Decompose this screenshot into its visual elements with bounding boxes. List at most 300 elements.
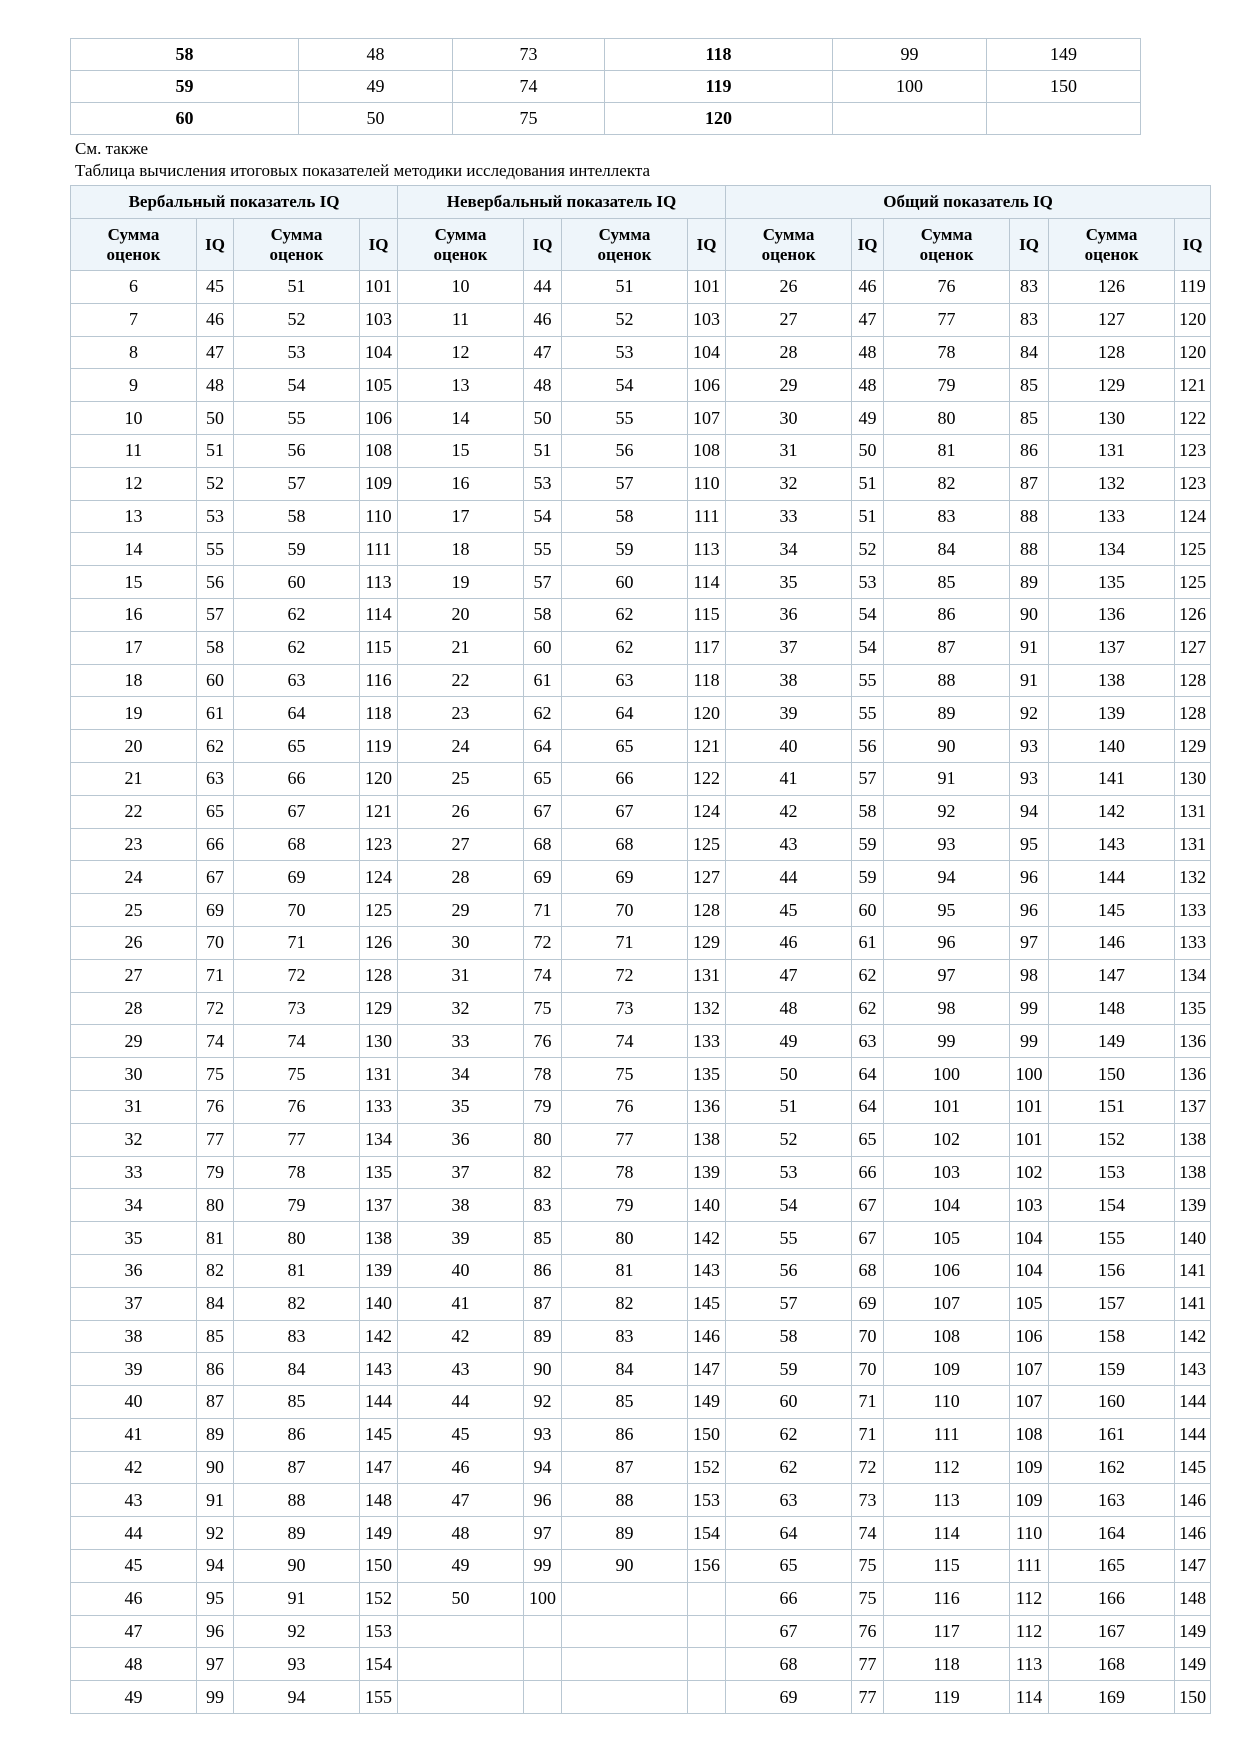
table-cell: 71 xyxy=(852,1386,884,1419)
table-cell: 28 xyxy=(71,992,197,1025)
table-cell: 164 xyxy=(1049,1517,1175,1550)
table-cell: 56 xyxy=(562,434,688,467)
table-cell: 50 xyxy=(299,103,453,135)
table-cell: 152 xyxy=(360,1582,398,1615)
table-cell: 94 xyxy=(197,1550,234,1583)
table-cell: 104 xyxy=(360,336,398,369)
table-cell: 87 xyxy=(197,1386,234,1419)
table-cell: 65 xyxy=(234,730,360,763)
table-cell: 166 xyxy=(1049,1582,1175,1615)
table-row xyxy=(71,598,1211,631)
table-cell: 149 xyxy=(1049,1025,1175,1058)
table-cell: 87 xyxy=(1010,467,1049,500)
table-cell: 26 xyxy=(71,926,197,959)
table-cell: 62 xyxy=(726,1451,852,1484)
table-cell: 84 xyxy=(1010,336,1049,369)
table-row xyxy=(71,271,1211,304)
table-cell: 128 xyxy=(1175,664,1211,697)
table-cell: 75 xyxy=(852,1550,884,1583)
table-cell: 148 xyxy=(360,1484,398,1517)
table-cell: 147 xyxy=(360,1451,398,1484)
table-cell: 69 xyxy=(726,1681,852,1714)
table-row xyxy=(71,1123,1211,1156)
table-cell: 149 xyxy=(1175,1648,1211,1681)
table-cell: 29 xyxy=(726,369,852,402)
table-cell: 118 xyxy=(688,664,726,697)
table-cell: 72 xyxy=(562,959,688,992)
table-cell: 43 xyxy=(726,828,852,861)
sum-label-line2: оценок xyxy=(1084,244,1139,264)
table-cell: 134 xyxy=(360,1123,398,1156)
sum-label-line2: оценок xyxy=(269,244,324,264)
table-cell: 23 xyxy=(71,828,197,861)
table-cell: 88 xyxy=(1010,533,1049,566)
table-cell: 144 xyxy=(360,1386,398,1419)
table-cell: 81 xyxy=(234,1254,360,1287)
table-cell: 71 xyxy=(234,926,360,959)
table-cell: 154 xyxy=(360,1648,398,1681)
table-cell: 90 xyxy=(524,1353,562,1386)
table-row xyxy=(71,1287,1211,1320)
sum-label-line1: Сумма xyxy=(434,224,487,244)
table-cell: 51 xyxy=(852,500,884,533)
table-cell: 49 xyxy=(398,1550,524,1583)
table-cell: 76 xyxy=(852,1615,884,1648)
table-cell: 84 xyxy=(197,1287,234,1320)
table-cell: 90 xyxy=(234,1550,360,1583)
sum-label-line1: Сумма xyxy=(762,224,815,244)
table-cell: 49 xyxy=(852,402,884,435)
table-row xyxy=(71,959,1211,992)
table-cell: 55 xyxy=(562,402,688,435)
table-cell: 70 xyxy=(197,926,234,959)
table-cell xyxy=(688,1582,726,1615)
table-cell: 103 xyxy=(360,303,398,336)
table-cell: 81 xyxy=(562,1254,688,1287)
table-cell: 94 xyxy=(884,861,1010,894)
table-cell: 130 xyxy=(1049,402,1175,435)
table-cell: 67 xyxy=(726,1615,852,1648)
table-cell: 99 xyxy=(197,1681,234,1714)
table-cell: 120 xyxy=(1175,303,1211,336)
table-cell: 67 xyxy=(197,861,234,894)
table-cell: 113 xyxy=(360,566,398,599)
sum-of-scores-header xyxy=(71,219,197,271)
table-row xyxy=(71,103,1141,135)
sum-label-line2: оценок xyxy=(433,244,488,264)
table-cell: 105 xyxy=(360,369,398,402)
table-cell: 101 xyxy=(360,271,398,304)
table-cell: 108 xyxy=(1010,1418,1049,1451)
table-cell: 124 xyxy=(1175,500,1211,533)
table-cell: 151 xyxy=(1049,1090,1175,1123)
table-cell: 103 xyxy=(884,1156,1010,1189)
table-cell: 67 xyxy=(234,795,360,828)
table-cell: 101 xyxy=(1010,1123,1049,1156)
table-cell: 19 xyxy=(71,697,197,730)
see-also-text: См. также xyxy=(75,139,149,158)
table-cell: 110 xyxy=(688,467,726,500)
table-cell: 28 xyxy=(726,336,852,369)
table-cell: 79 xyxy=(562,1189,688,1222)
table-cell: 19 xyxy=(398,566,524,599)
table-cell: 50 xyxy=(726,1058,852,1091)
table-cell: 94 xyxy=(524,1451,562,1484)
table-cell: 35 xyxy=(726,566,852,599)
table-cell: 50 xyxy=(197,402,234,435)
table-cell: 87 xyxy=(234,1451,360,1484)
table-cell: 82 xyxy=(234,1287,360,1320)
top-table xyxy=(70,38,1141,135)
table-cell: 90 xyxy=(562,1550,688,1583)
table-row xyxy=(71,1320,1211,1353)
table-cell: 93 xyxy=(1010,730,1049,763)
table-cell: 34 xyxy=(398,1058,524,1091)
table-cell: 53 xyxy=(726,1156,852,1189)
table-cell: 90 xyxy=(197,1451,234,1484)
sum-label-line1: Сумма xyxy=(107,224,160,244)
table-cell: 45 xyxy=(197,271,234,304)
table-cell: 81 xyxy=(884,434,1010,467)
table-cell: 58 xyxy=(524,598,562,631)
table-cell: 125 xyxy=(360,894,398,927)
sum-label-line2: оценок xyxy=(597,244,652,264)
table-cell xyxy=(562,1648,688,1681)
table-row xyxy=(71,1090,1211,1123)
table-cell: 123 xyxy=(360,828,398,861)
table-cell: 28 xyxy=(398,861,524,894)
table-cell: 131 xyxy=(688,959,726,992)
table-row xyxy=(71,730,1211,763)
table-cell: 92 xyxy=(234,1615,360,1648)
table-cell: 52 xyxy=(852,533,884,566)
table-cell: 47 xyxy=(726,959,852,992)
table-cell: 137 xyxy=(1049,631,1175,664)
table-row xyxy=(71,1451,1211,1484)
table-cell: 86 xyxy=(234,1418,360,1451)
table-cell: 34 xyxy=(71,1189,197,1222)
table-cell: 107 xyxy=(1010,1353,1049,1386)
table-cell: 101 xyxy=(1010,1090,1049,1123)
table-cell: 83 xyxy=(524,1189,562,1222)
table-cell: 120 xyxy=(688,697,726,730)
table-cell: 54 xyxy=(726,1189,852,1222)
table-cell: 108 xyxy=(688,434,726,467)
table-cell: 133 xyxy=(1175,926,1211,959)
table-cell: 65 xyxy=(852,1123,884,1156)
table-cell: 98 xyxy=(1010,959,1049,992)
table-cell: 150 xyxy=(360,1550,398,1583)
table-cell: 15 xyxy=(71,566,197,599)
table-cell: 33 xyxy=(726,500,852,533)
table-cell: 150 xyxy=(1175,1681,1211,1714)
table-cell: 99 xyxy=(1010,1025,1049,1058)
table-cell: 38 xyxy=(398,1189,524,1222)
table-cell: 91 xyxy=(197,1484,234,1517)
table-cell: 65 xyxy=(562,730,688,763)
table-cell: 101 xyxy=(884,1090,1010,1123)
table-cell: 108 xyxy=(360,434,398,467)
table-cell: 17 xyxy=(398,500,524,533)
table-cell: 81 xyxy=(197,1222,234,1255)
table-cell: 64 xyxy=(726,1517,852,1550)
table-cell: 140 xyxy=(1175,1222,1211,1255)
table-cell: 58 xyxy=(71,39,299,71)
table-row xyxy=(71,402,1211,435)
table-cell: 66 xyxy=(852,1156,884,1189)
table-cell: 97 xyxy=(197,1648,234,1681)
table-row xyxy=(71,828,1211,861)
table-cell: 68 xyxy=(852,1254,884,1287)
table-cell: 137 xyxy=(1175,1090,1211,1123)
table-cell: 6 xyxy=(71,271,197,304)
table-cell: 46 xyxy=(726,926,852,959)
table-cell: 117 xyxy=(884,1615,1010,1648)
table-cell: 74 xyxy=(197,1025,234,1058)
table-cell: 67 xyxy=(852,1189,884,1222)
table-cell: 57 xyxy=(524,566,562,599)
table-cell: 47 xyxy=(197,336,234,369)
table-cell: 56 xyxy=(726,1254,852,1287)
table-cell: 42 xyxy=(71,1451,197,1484)
table-cell: 138 xyxy=(1049,664,1175,697)
table-cell: 14 xyxy=(71,533,197,566)
table-cell: 83 xyxy=(1010,271,1049,304)
table-cell: 8 xyxy=(71,336,197,369)
sum-of-scores-header xyxy=(1049,219,1175,271)
table-cell: 130 xyxy=(360,1025,398,1058)
table-cell: 100 xyxy=(524,1582,562,1615)
table-cell: 24 xyxy=(398,730,524,763)
table-cell: 69 xyxy=(562,861,688,894)
table-cell: 120 xyxy=(360,762,398,795)
table-row xyxy=(71,697,1211,730)
table-cell: 119 xyxy=(884,1681,1010,1714)
table-cell: 107 xyxy=(1010,1386,1049,1419)
table-cell: 127 xyxy=(688,861,726,894)
table-cell xyxy=(688,1681,726,1714)
table-cell: 116 xyxy=(884,1582,1010,1615)
table-cell: 42 xyxy=(726,795,852,828)
table-cell: 106 xyxy=(360,402,398,435)
table-cell: 104 xyxy=(884,1189,1010,1222)
table-cell: 143 xyxy=(360,1353,398,1386)
table-cell: 97 xyxy=(524,1517,562,1550)
table-cell: 96 xyxy=(1010,894,1049,927)
table-cell: 131 xyxy=(1049,434,1175,467)
table-cell: 52 xyxy=(197,467,234,500)
table-cell: 86 xyxy=(1010,434,1049,467)
sum-of-scores-header xyxy=(562,219,688,271)
table-cell: 133 xyxy=(1049,500,1175,533)
table-cell: 77 xyxy=(884,303,1010,336)
table-cell: 60 xyxy=(726,1386,852,1419)
table-cell: 64 xyxy=(562,697,688,730)
table-cell: 111 xyxy=(1010,1550,1049,1583)
table-cell: 40 xyxy=(71,1386,197,1419)
table-cell: 76 xyxy=(562,1090,688,1123)
table-cell: 41 xyxy=(71,1418,197,1451)
table-cell: 127 xyxy=(1049,303,1175,336)
table-cell: 47 xyxy=(524,336,562,369)
table-cell: 112 xyxy=(1010,1615,1049,1648)
table-cell: 62 xyxy=(726,1418,852,1451)
table-cell: 79 xyxy=(197,1156,234,1189)
table-cell xyxy=(524,1615,562,1648)
table-cell: 89 xyxy=(562,1517,688,1550)
table-cell: 60 xyxy=(71,103,299,135)
table-cell xyxy=(398,1681,524,1714)
table-cell: 14 xyxy=(398,402,524,435)
table-cell: 63 xyxy=(234,664,360,697)
table-cell: 75 xyxy=(234,1058,360,1091)
table-cell: 85 xyxy=(234,1386,360,1419)
table-cell: 128 xyxy=(688,894,726,927)
table-cell: 52 xyxy=(726,1123,852,1156)
table-cell: 140 xyxy=(360,1287,398,1320)
table-cell: 114 xyxy=(884,1517,1010,1550)
table-row xyxy=(71,992,1211,1025)
iq-header: IQ xyxy=(197,219,234,271)
table-cell: 93 xyxy=(1010,762,1049,795)
table-cell: 134 xyxy=(1175,959,1211,992)
table-cell: 31 xyxy=(398,959,524,992)
table-cell: 106 xyxy=(884,1254,1010,1287)
table-row xyxy=(71,71,1141,103)
table-cell: 129 xyxy=(360,992,398,1025)
table-cell: 123 xyxy=(1175,467,1211,500)
sum-label-line2: оценок xyxy=(106,244,161,264)
table-cell: 103 xyxy=(688,303,726,336)
table-cell: 12 xyxy=(398,336,524,369)
sum-label-line1: Сумма xyxy=(598,224,651,244)
table-cell: 106 xyxy=(1010,1320,1049,1353)
nonverbal-iq-header: Невербальный показатель IQ xyxy=(398,186,726,219)
table-cell: 45 xyxy=(71,1550,197,1583)
table-cell: 68 xyxy=(726,1648,852,1681)
table-cell: 55 xyxy=(197,533,234,566)
table-cell: 44 xyxy=(726,861,852,894)
table-cell: 53 xyxy=(524,467,562,500)
table-cell: 74 xyxy=(562,1025,688,1058)
table-cell: 41 xyxy=(726,762,852,795)
table-cell: 46 xyxy=(398,1451,524,1484)
table-cell: 29 xyxy=(71,1025,197,1058)
table-cell: 93 xyxy=(234,1648,360,1681)
table-cell: 102 xyxy=(1010,1156,1049,1189)
table-cell: 51 xyxy=(726,1090,852,1123)
table-cell: 105 xyxy=(884,1222,1010,1255)
table-cell: 108 xyxy=(884,1320,1010,1353)
table-cell: 62 xyxy=(197,730,234,763)
table-cell: 146 xyxy=(1049,926,1175,959)
table-cell: 143 xyxy=(1049,828,1175,861)
table-cell: 92 xyxy=(197,1517,234,1550)
table-row xyxy=(71,434,1211,467)
table-cell: 167 xyxy=(1049,1615,1175,1648)
table-cell: 155 xyxy=(1049,1222,1175,1255)
table-cell: 61 xyxy=(852,926,884,959)
table-cell: 90 xyxy=(1010,598,1049,631)
table-cell: 65 xyxy=(197,795,234,828)
table-cell: 42 xyxy=(398,1320,524,1353)
table-cell: 135 xyxy=(688,1058,726,1091)
table-row xyxy=(71,1156,1211,1189)
table-cell: 49 xyxy=(299,71,453,103)
table-cell: 72 xyxy=(524,926,562,959)
table-cell: 23 xyxy=(398,697,524,730)
iq-header: IQ xyxy=(1175,219,1211,271)
table-cell: 44 xyxy=(524,271,562,304)
sum-of-scores-header xyxy=(234,219,360,271)
table-cell: 88 xyxy=(884,664,1010,697)
table-row xyxy=(71,894,1211,927)
table-cell: 91 xyxy=(1010,631,1049,664)
table-cell: 131 xyxy=(1175,828,1211,861)
table-cell: 125 xyxy=(1175,566,1211,599)
table-cell: 99 xyxy=(524,1550,562,1583)
table-cell: 113 xyxy=(688,533,726,566)
table-cell: 136 xyxy=(688,1090,726,1123)
table-cell: 125 xyxy=(688,828,726,861)
table-row xyxy=(71,1582,1211,1615)
table-cell: 31 xyxy=(71,1090,197,1123)
table-cell: 76 xyxy=(234,1090,360,1123)
table-row xyxy=(71,1648,1211,1681)
table-cell: 88 xyxy=(1010,500,1049,533)
table-row xyxy=(71,369,1211,402)
table-cell: 73 xyxy=(562,992,688,1025)
table-cell: 74 xyxy=(524,959,562,992)
table-cell: 144 xyxy=(1175,1386,1211,1419)
table-cell: 48 xyxy=(524,369,562,402)
table-cell: 77 xyxy=(852,1648,884,1681)
table-cell: 125 xyxy=(1175,533,1211,566)
table-row xyxy=(71,1615,1211,1648)
table-cell: 56 xyxy=(234,434,360,467)
table-cell: 21 xyxy=(398,631,524,664)
table-cell: 85 xyxy=(524,1222,562,1255)
column-header-row xyxy=(71,219,1211,271)
table-cell: 58 xyxy=(234,500,360,533)
table-cell xyxy=(524,1681,562,1714)
table-cell: 91 xyxy=(234,1582,360,1615)
table-cell: 148 xyxy=(1175,1582,1211,1615)
table-cell: 163 xyxy=(1049,1484,1175,1517)
table-cell: 62 xyxy=(562,631,688,664)
table-cell: 124 xyxy=(688,795,726,828)
table-cell: 62 xyxy=(234,631,360,664)
table-cell: 58 xyxy=(852,795,884,828)
table-cell: 69 xyxy=(852,1287,884,1320)
table-cell: 69 xyxy=(197,894,234,927)
table-cell: 126 xyxy=(1175,598,1211,631)
table-cell: 65 xyxy=(726,1550,852,1583)
table-cell: 107 xyxy=(688,402,726,435)
table-cell: 158 xyxy=(1049,1320,1175,1353)
iq-header: IQ xyxy=(688,219,726,271)
table-cell: 150 xyxy=(688,1418,726,1451)
table-cell: 114 xyxy=(360,598,398,631)
table-cell: 55 xyxy=(852,664,884,697)
table-cell: 124 xyxy=(360,861,398,894)
table-cell: 75 xyxy=(453,103,605,135)
table-cell: 128 xyxy=(360,959,398,992)
table-cell: 30 xyxy=(398,926,524,959)
table-cell: 75 xyxy=(524,992,562,1025)
table-cell: 128 xyxy=(1175,697,1211,730)
total-iq-header: Общий показатель IQ xyxy=(726,186,1211,219)
